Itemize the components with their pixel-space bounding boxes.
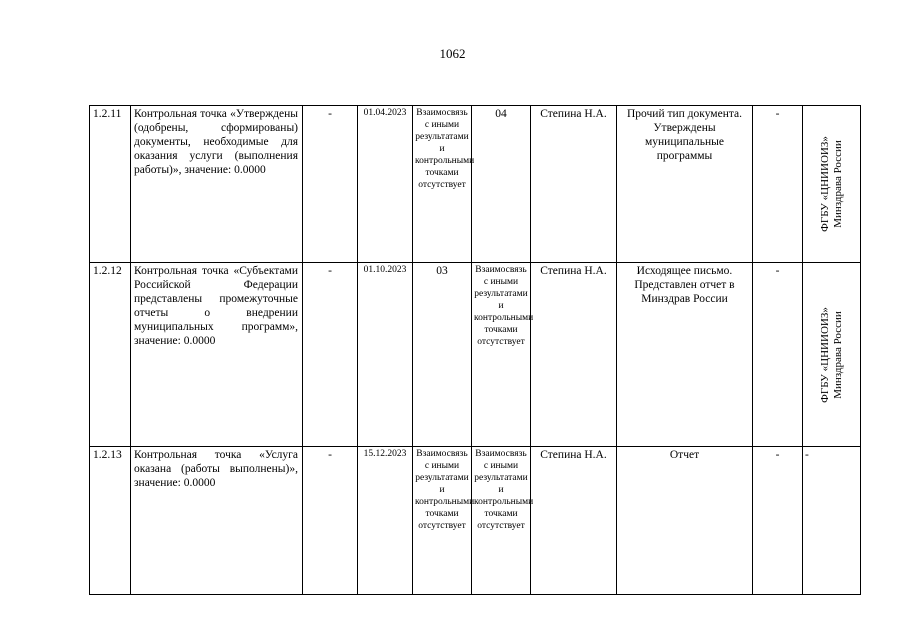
row-number: 1.2.11 [90, 106, 131, 263]
responsible-person: Степина Н.А. [531, 263, 617, 447]
dash-cell: - [803, 447, 861, 595]
relation-cell: Взаимосвязь с иными результатами и контрольными точками отсутствует [413, 106, 472, 263]
dash-cell: - [753, 263, 803, 447]
control-point-description: Контрольная точка «Услуга оказана (работы выполнены)», значение: 0.0000 [131, 447, 303, 595]
relation-cell: Взаимосвязь с иными результатами и контрольными точками отсутствует [472, 263, 531, 447]
code-cell: 04 [472, 106, 531, 263]
control-points-table [89, 105, 861, 595]
date-cell: 01.10.2023 [358, 263, 413, 447]
dash-cell: - [303, 263, 358, 447]
dash-cell: - [753, 447, 803, 595]
control-point-description: Контрольная точка «Субъектами Российской Федерации представлены промежуточные отчеты о внедрении муниципальных программ», значение: 0.0000 [131, 263, 303, 447]
control-point-description: Контрольная точка «Утверждены (одобрены, сформированы) документы, необходимые для оказания услуги (выполнения работы)», значение: 0.0000 [131, 106, 303, 263]
table-row [90, 106, 861, 263]
dash-cell: - [753, 106, 803, 263]
organization-ministry: Минздрава России [831, 310, 844, 399]
organization-name: ФГБУ «ЦНИИОИЗ» [818, 306, 831, 403]
document-type: Исходящее письмо. Представлен отчет в Минздрав России [617, 263, 753, 447]
date-cell: 01.04.2023 [358, 106, 413, 263]
relation-cell: Взаимосвязь с иными результатами и контрольными точками отсутствует [413, 447, 472, 595]
organization-name: ФГБУ «ЦНИИОИЗ» [818, 136, 831, 232]
page-number: 1062 [439, 46, 466, 61]
organization-ministry: Минздрава России [831, 140, 844, 228]
responsible-person: Степина Н.А. [531, 447, 617, 595]
organization-cell [803, 263, 861, 447]
organization-cell [803, 106, 861, 263]
table-row [90, 447, 861, 595]
document-type: Прочий тип документа. Утверждены муниципальные программы [617, 106, 753, 263]
dash-cell: - [303, 106, 358, 263]
date-cell: 15.12.2023 [358, 447, 413, 595]
responsible-person: Степина Н.А. [531, 106, 617, 263]
row-number: 1.2.12 [90, 263, 131, 447]
dash-cell: - [303, 447, 358, 595]
table-row [90, 263, 861, 447]
document-type: Отчет [617, 447, 753, 595]
row-number: 1.2.13 [90, 447, 131, 595]
code-cell: 03 [413, 263, 472, 447]
relation-cell: Взаимосвязь с иными результатами и контрольными точками отсутствует [472, 447, 531, 595]
